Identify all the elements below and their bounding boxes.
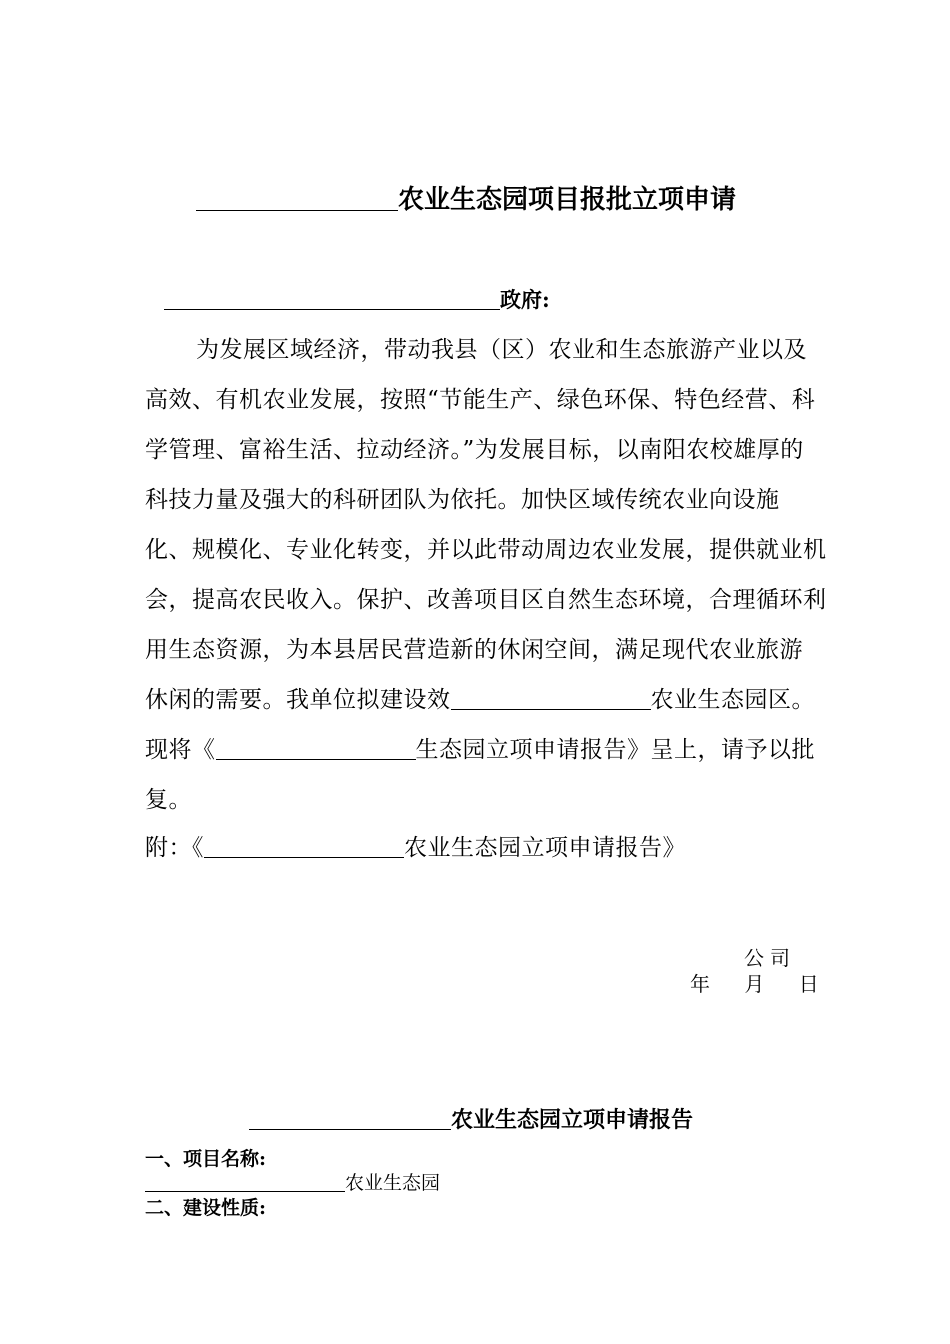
body-line-8	[145, 683, 815, 717]
body-line-3: 学管理、富裕生活、拉动经济。”为发展目标，以南阳农校雄厚的	[145, 437, 804, 463]
signature-date: 年 月 日	[690, 972, 833, 996]
section-1-text: 农业生态园	[345, 1172, 441, 1194]
body-line-4: 科技力量及强大的科研团队为依托。加快区域传统农业向设施	[145, 487, 780, 513]
body-line-1: 为发展区域经济，带动我县（区）农业和生态旅游产业以及	[196, 337, 807, 363]
body-line-8-end: 农业生态园区。	[650, 687, 815, 713]
section-1-content	[145, 1169, 440, 1197]
attachment-line	[145, 831, 686, 865]
report-title-blank	[249, 1107, 451, 1130]
section-2-heading: 二、建设性质:	[145, 1197, 267, 1219]
section-1-blank	[145, 1172, 345, 1192]
attachment-text: 农业生态园立项申请报告》	[404, 835, 686, 861]
body-line-9	[145, 733, 815, 767]
body-line-9-start: 现将《	[145, 737, 216, 763]
recipient-blank	[164, 288, 500, 310]
document-title	[196, 180, 736, 220]
attachment-label: 附：《	[145, 835, 204, 861]
project-name-blank	[451, 686, 651, 710]
report-title-text: 农业生态园立项申请报告	[451, 1107, 694, 1133]
body-line-8-start: 休闲的需要。我单位拟建设效	[145, 687, 451, 713]
body-line-9-end: 生态园立项申请报告》呈上，请予以批	[415, 737, 815, 763]
body-line-10: 复。	[145, 787, 192, 813]
recipient-line	[164, 283, 550, 317]
recipient-text: 政府:	[500, 287, 550, 312]
body-line-7: 用生态资源，为本县居民营造新的休闲空间，满足现代农业旅游	[145, 637, 803, 663]
report-name-blank	[216, 736, 416, 760]
report-title	[249, 1103, 693, 1137]
title-blank	[196, 184, 398, 211]
attachment-blank	[204, 834, 404, 858]
section-1-heading: 一、项目名称:	[145, 1148, 267, 1170]
body-line-5: 化、规模化、专业化转变，并以此带动周边农业发展，提供就业机	[145, 537, 827, 563]
signature-company: 公司	[744, 946, 796, 970]
body-line-6: 会，提高农民收入。保护、改善项目区自然生态环境，合理循环利	[145, 587, 827, 613]
body-line-2: 高效、有机农业发展，按照“节能生产、绿色环保、特色经营、科	[145, 387, 816, 413]
title-text: 农业生态园项目报批立项申请	[398, 185, 737, 215]
